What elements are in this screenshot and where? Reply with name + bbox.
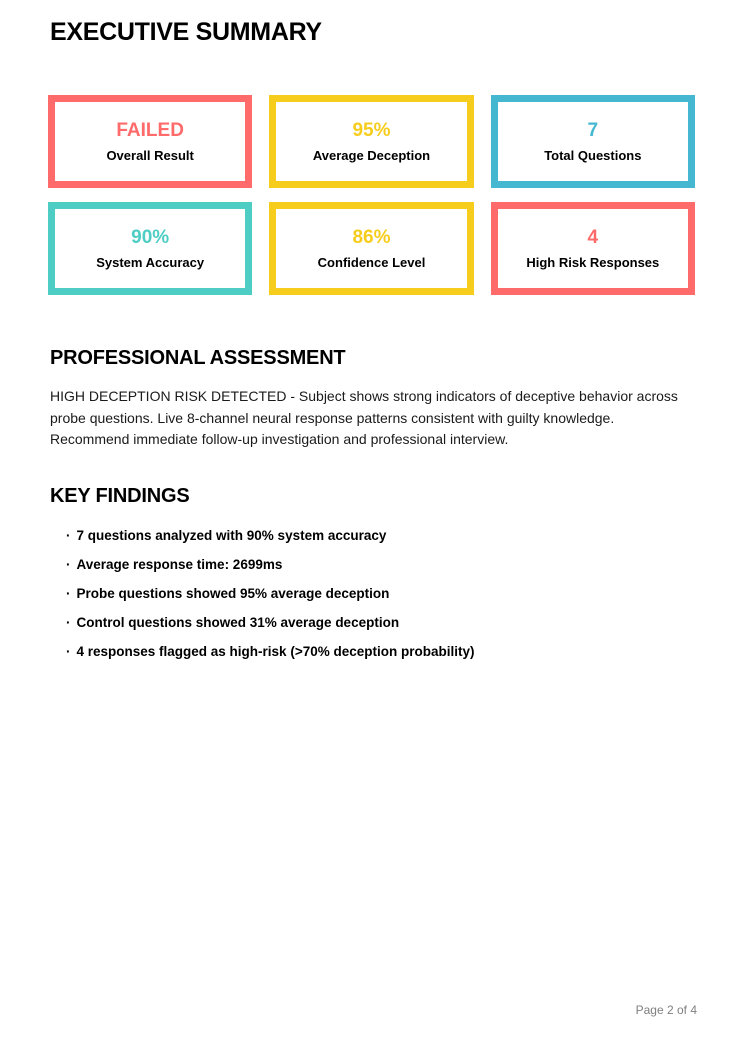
list-item bbox=[66, 527, 695, 544]
stat-value: 90% bbox=[131, 227, 170, 248]
stat-label: High Risk Responses bbox=[526, 255, 660, 270]
stat-value: 7 bbox=[587, 120, 599, 141]
stat-box-overall-result bbox=[48, 95, 252, 188]
finding-text: Control questions showed 31% average deception bbox=[76, 614, 400, 630]
stat-label: Total Questions bbox=[544, 148, 642, 163]
bullet-icon: · bbox=[66, 527, 71, 543]
key-findings-list bbox=[66, 527, 695, 660]
stat-box-system-accuracy bbox=[48, 202, 252, 295]
stat-value: 86% bbox=[352, 227, 391, 248]
stat-label: Average Deception bbox=[312, 148, 431, 163]
professional-assessment-heading: PROFESSIONAL ASSESSMENT bbox=[50, 347, 346, 369]
list-item bbox=[66, 556, 695, 573]
stat-box-high-risk-responses bbox=[491, 202, 695, 295]
stat-box-average-deception bbox=[269, 95, 473, 188]
bullet-icon: · bbox=[66, 556, 71, 572]
bullet-icon: · bbox=[66, 614, 71, 630]
stat-label: Overall Result bbox=[106, 148, 194, 163]
bullet-icon: · bbox=[66, 585, 71, 601]
key-findings-heading: KEY FINDINGS bbox=[50, 484, 190, 507]
stat-value: FAILED bbox=[116, 120, 184, 141]
page-number: Page 2 of 4 bbox=[635, 1003, 697, 1017]
stat-box-total-questions bbox=[491, 95, 695, 188]
stat-value: 95% bbox=[352, 120, 391, 141]
stat-label: Confidence Level bbox=[317, 255, 426, 270]
professional-assessment-body: HIGH DECEPTION RISK DETECTED - Subject shows strong indicators of deceptive behavior across probe questions. Live 8-channel neural response patterns consistent with guilty knowledge. Recommend immediate follow-up investigation and professional interview. bbox=[50, 388, 678, 447]
stat-box-confidence-level bbox=[269, 202, 473, 295]
summary-stat-grid bbox=[48, 95, 695, 295]
list-item bbox=[66, 614, 695, 631]
finding-text: 4 responses flagged as high-risk (>70% deception probability) bbox=[76, 643, 475, 659]
list-item bbox=[66, 585, 695, 602]
finding-text: Average response time: 2699ms bbox=[76, 556, 283, 572]
finding-text: 7 questions analyzed with 90% system accuracy bbox=[76, 527, 387, 543]
finding-text: Probe questions showed 95% average deception bbox=[76, 585, 390, 601]
bullet-icon: · bbox=[66, 643, 71, 659]
list-item bbox=[66, 643, 695, 660]
page-title: EXECUTIVE SUMMARY bbox=[50, 18, 322, 46]
stat-value: 4 bbox=[587, 227, 599, 248]
stat-label: System Accuracy bbox=[96, 255, 205, 270]
